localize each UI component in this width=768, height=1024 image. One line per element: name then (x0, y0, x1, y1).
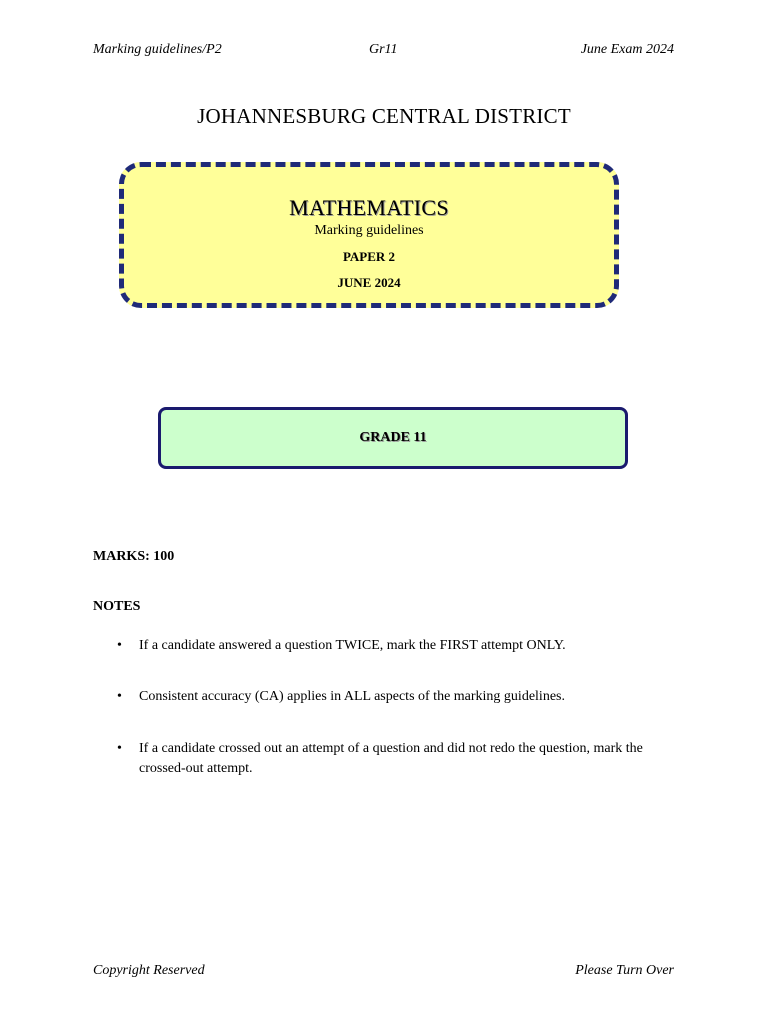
note-text: If a candidate crossed out an attempt of a question and did not redo the question, mark the crossed-out attempt. (139, 741, 643, 776)
footer-right: Please Turn Over (575, 963, 674, 978)
bullet-icon: • (117, 741, 122, 756)
marks-total: MARKS: 100 (93, 549, 175, 564)
notes-heading: NOTES (93, 599, 141, 614)
note-item (117, 687, 682, 707)
subject-title: MATHEMATICS (289, 195, 449, 220)
header-center: Gr11 (369, 42, 398, 57)
paper-number: PAPER 2 (342, 249, 396, 264)
exam-date: JUNE 2024 (337, 275, 401, 290)
title-box (119, 162, 619, 308)
footer-left: Copyright Reserved (93, 963, 205, 978)
note-text: If a candidate answered a question TWICE, mark the FIRST attempt ONLY. (139, 638, 566, 653)
header-left: Marking guidelines/P2 (93, 42, 222, 57)
document-type: Marking guidelines (314, 223, 424, 238)
grade-box (158, 407, 628, 469)
note-text: Consistent accuracy (CA) applies in ALL aspects of the marking guidelines. (139, 689, 565, 704)
district-title: JOHANNESBURG CENTRAL DISTRICT (197, 104, 571, 128)
note-item (117, 636, 682, 656)
grade-label: GRADE 11 (359, 430, 427, 445)
bullet-icon: • (117, 638, 122, 653)
note-item (117, 739, 682, 779)
header-right: June Exam 2024 (580, 42, 674, 57)
bullet-icon: • (117, 689, 122, 704)
